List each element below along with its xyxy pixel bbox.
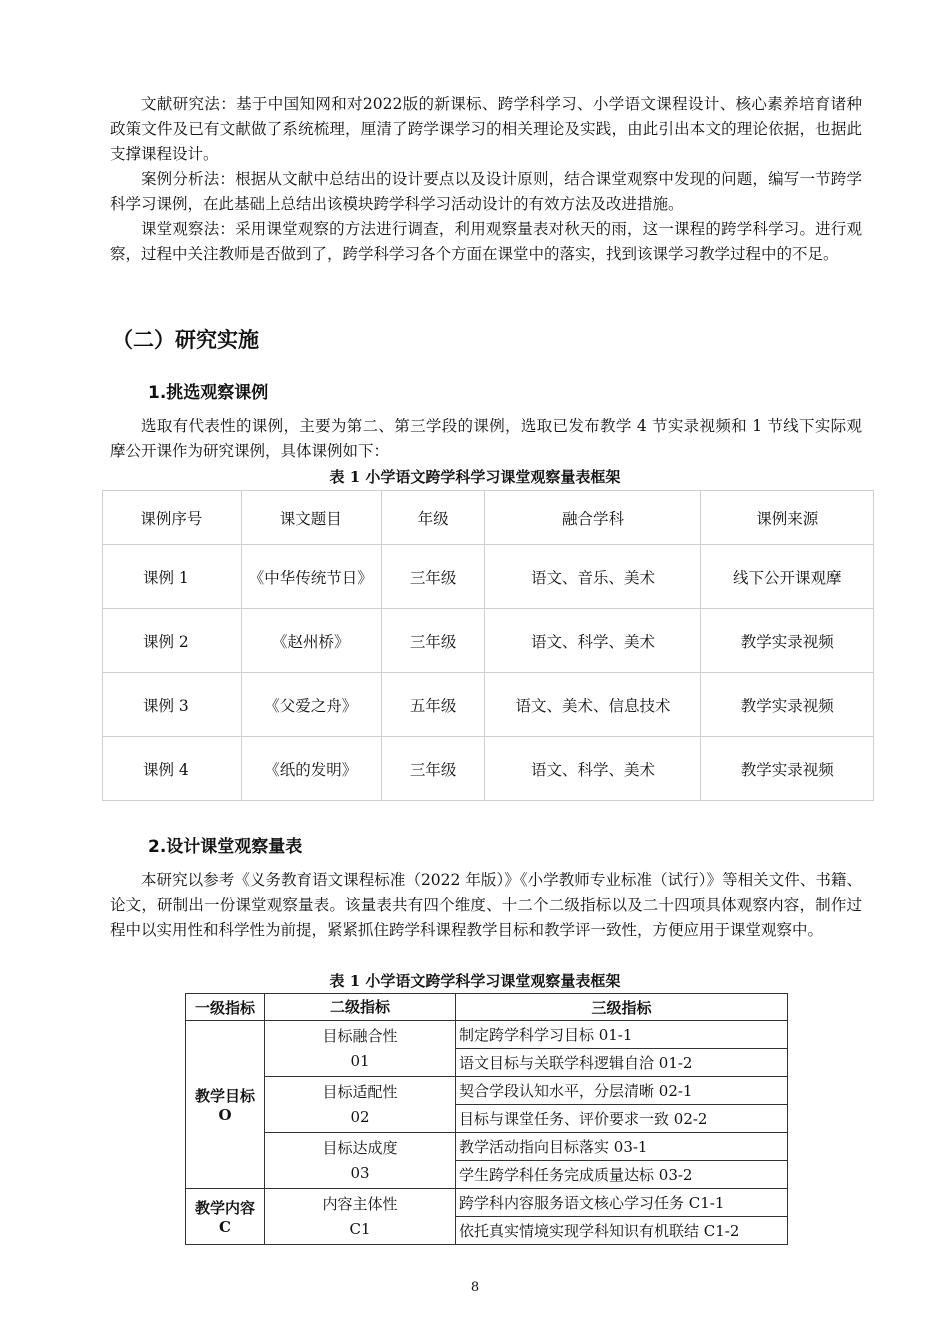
paragraph-literature-method: 文献研究法：基于中国知网和对2022版的新课标、跨学科学习、小学语文课程设计、核心素养培育诸种政策文件及已有文献做了系统梳理，厘清了跨学课学习的相关理论及实践，由此引出本文的理论依据，也据此支撑课程设计。 xyxy=(110,95,862,163)
table-row xyxy=(103,737,874,801)
subheading-select-cases: 1.挑选观察课例 xyxy=(148,383,269,403)
observation-scale-table xyxy=(185,993,788,1245)
table-row xyxy=(186,1077,788,1105)
level3-item: 制定跨学科学习目标 01-1 xyxy=(456,1021,788,1049)
level2-name: 目标融合性 xyxy=(322,1026,398,1045)
cell-case-number: 课例 2 xyxy=(103,609,242,673)
cell-subjects: 语文、美术、信息技术 xyxy=(485,673,701,737)
level3-item: 语文目标与关联学科逻辑自洽 01-2 xyxy=(456,1049,788,1077)
level2-cell xyxy=(265,1133,456,1189)
table-header-row xyxy=(186,994,788,1021)
cell-grade: 三年级 xyxy=(381,545,485,609)
paragraph-case-selection: 选取有代表性的课例，主要为第二、第三学段的课例，选取已发布教学 4 节实录视频和 1 节线下实际观摩公开课作为研究课例，具体课例如下： xyxy=(110,417,862,460)
level2-code: 03 xyxy=(350,1163,370,1182)
header-lesson-title: 课文题目 xyxy=(241,491,381,545)
cell-source: 线下公开课观摩 xyxy=(701,545,874,609)
section-heading: （二）研究实施 xyxy=(112,328,259,352)
paragraph-scale-design: 本研究以参考《义务教育语文课程标准（2022 年版）》《小学教师专业标准（试行）》等相关文件、书籍、论文，研制出一份课堂观察量表。该量表共有四个维度、十二个二级指标以及二十四项具体观察内容，制作过程中以实用性和科学性为前提，紧紧抓住跨学科课程教学目标和教学评一致性，方便应用于课堂观察中。 xyxy=(110,871,862,939)
level2-name: 目标达成度 xyxy=(322,1138,398,1157)
cell-case-number: 课例 3 xyxy=(103,673,242,737)
cell-grade: 三年级 xyxy=(381,609,485,673)
level2-cell xyxy=(265,1021,456,1077)
cell-subjects: 语文、音乐、美术 xyxy=(485,545,701,609)
paragraph-observation-method: 课堂观察法：采用课堂观察的方法进行调查，利用观察量表对秋天的雨，这一课程的跨学科学习。进行观察，过程中关注教师是否做到了，跨学科学习各个方面在课堂中的落实，找到该课学习教学过程中的不足。 xyxy=(110,220,862,263)
level1-teaching-content xyxy=(186,1189,265,1245)
level2-name: 目标适配性 xyxy=(322,1082,398,1101)
level3-item: 契合学段认知水平，分层清晰 02-1 xyxy=(456,1077,788,1105)
header-level2: 二级指标 xyxy=(265,994,456,1021)
level2-name: 内容主体性 xyxy=(322,1194,398,1213)
page-number: 8 xyxy=(470,1280,480,1295)
level2-cell xyxy=(265,1189,456,1245)
subheading-design-scale: 2.设计课堂观察量表 xyxy=(148,837,303,857)
level2-code: C1 xyxy=(349,1219,371,1238)
table-row xyxy=(186,1021,788,1049)
level3-item: 依托真实情境实现学科知识有机联结 C1-2 xyxy=(456,1217,788,1245)
level3-item: 学生跨学科任务完成质量达标 03-2 xyxy=(456,1161,788,1189)
cell-lesson-title: 《中华传统节日》 xyxy=(241,545,381,609)
level3-item: 教学活动指向目标落实 03-1 xyxy=(456,1133,788,1161)
level2-code: 01 xyxy=(350,1051,370,1070)
level3-item: 目标与课堂任务、评价要求一致 02-2 xyxy=(456,1105,788,1133)
header-case-number: 课例序号 xyxy=(103,491,242,545)
table2-caption: 表 1 小学语文跨学科学习课堂观察量表框架 xyxy=(329,972,621,990)
cell-lesson-title: 《纸的发明》 xyxy=(241,737,381,801)
cell-source: 教学实录视频 xyxy=(701,737,874,801)
cell-lesson-title: 《赵州桥》 xyxy=(241,609,381,673)
level2-code: 02 xyxy=(350,1107,370,1126)
table-row xyxy=(186,1189,788,1217)
header-source: 课例来源 xyxy=(701,491,874,545)
header-subjects: 融合学科 xyxy=(485,491,701,545)
level1-code: O xyxy=(218,1106,232,1124)
cell-case-number: 课例 1 xyxy=(103,545,242,609)
level1-code: C xyxy=(219,1218,231,1236)
level1-name: 教学目标 xyxy=(194,1087,255,1105)
table-header-row xyxy=(103,491,874,545)
header-grade: 年级 xyxy=(381,491,485,545)
header-level1: 一级指标 xyxy=(186,994,265,1021)
cell-grade: 三年级 xyxy=(381,737,485,801)
cell-source: 教学实录视频 xyxy=(701,673,874,737)
cell-source: 教学实录视频 xyxy=(701,609,874,673)
table-row xyxy=(103,609,874,673)
level1-teaching-goal xyxy=(186,1021,265,1189)
cell-case-number: 课例 4 xyxy=(103,737,242,801)
case-table xyxy=(102,490,874,801)
cell-subjects: 语文、科学、美术 xyxy=(485,609,701,673)
table-row xyxy=(103,545,874,609)
cell-grade: 五年级 xyxy=(381,673,485,737)
level1-name: 教学内容 xyxy=(194,1199,255,1217)
cell-subjects: 语文、科学、美术 xyxy=(485,737,701,801)
table-row xyxy=(186,1133,788,1161)
paragraph-case-analysis-method: 案例分析法：根据从文献中总结出的设计要点以及设计原则，结合课堂观察中发现的问题，编写一节跨学科学习课例，在此基础上总结出该模块跨学科学习活动设计的有效方法及改进措施。 xyxy=(110,170,862,213)
table-row xyxy=(103,673,874,737)
table1-caption: 表 1 小学语文跨学科学习课堂观察量表框架 xyxy=(329,468,621,486)
cell-lesson-title: 《父爱之舟》 xyxy=(241,673,381,737)
level3-item: 跨学科内容服务语文核心学习任务 C1-1 xyxy=(456,1189,788,1217)
header-level3: 三级指标 xyxy=(456,994,788,1021)
level2-cell xyxy=(265,1077,456,1133)
